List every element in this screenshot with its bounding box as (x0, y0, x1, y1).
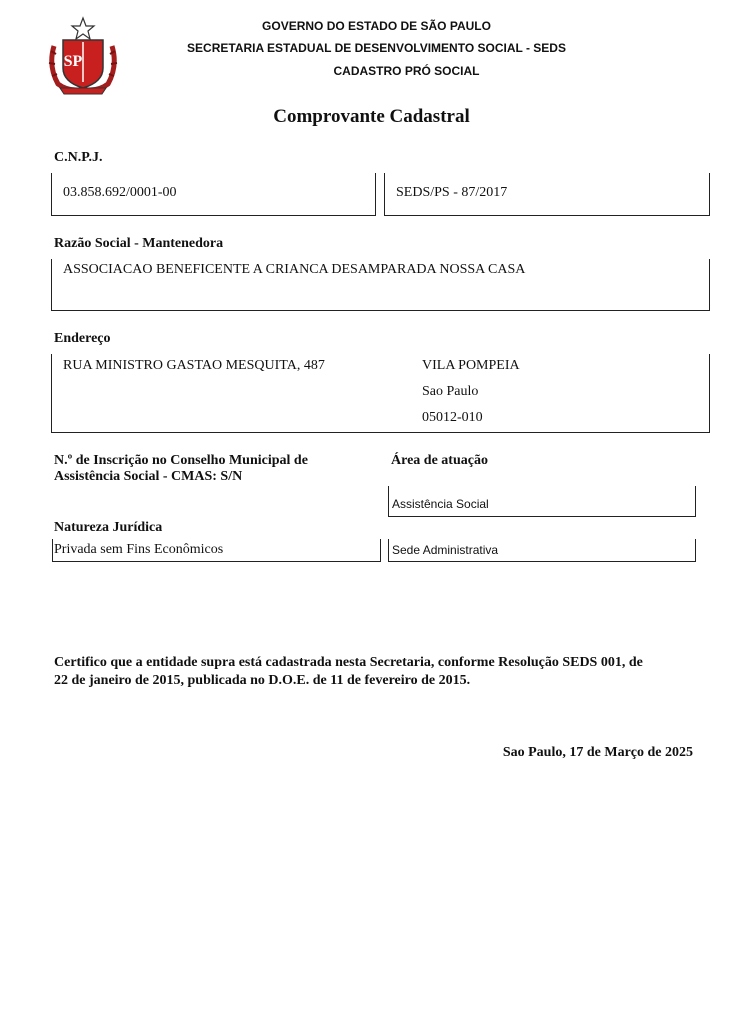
area-label: Área de atuação (391, 453, 488, 468)
area-value: Assistência Social (392, 497, 489, 511)
date-line: Sao Paulo, 17 de Março de 2025 (502, 745, 693, 760)
certification-line-1: Certifico que a entidade supra está cadastrada nesta Secretaria, conforme Resolução SEDS 001, de (54, 655, 643, 670)
natureza-label: Natureza Jurídica (54, 520, 163, 535)
razao-social-field (51, 259, 710, 311)
header-line-1: GOVERNO DO ESTADO DE SÃO PAULO (262, 19, 491, 33)
sede-field (388, 539, 696, 562)
registry-field (384, 173, 710, 216)
endereco-label: Endereço (54, 331, 111, 346)
cnpj-label: C.N.P.J. (54, 150, 103, 165)
cnpj-value: 03.858.692/0001-00 (63, 185, 177, 200)
city-value: Sao Paulo (422, 384, 479, 399)
header-line-3: CADASTRO PRÓ SOCIAL (333, 64, 480, 78)
crest-letter-s: SP (63, 53, 83, 70)
cep-value: 05012-010 (422, 410, 483, 425)
natureza-value: Privada sem Fins Econômicos (54, 542, 224, 557)
natureza-field (52, 539, 381, 562)
header-line-2: SECRETARIA ESTADUAL DE DESENVOLVIMENTO SOCIAL - SEDS (187, 41, 566, 55)
street-value: RUA MINISTRO GASTAO MESQUITA, 487 (63, 358, 325, 373)
document-title: Comprovante Cadastral (273, 106, 470, 127)
area-field (388, 486, 696, 517)
certification-line-2: 22 de janeiro de 2015, publicada no D.O.E. de 11 de fevereiro de 2015. (54, 673, 471, 688)
cmas-label-line-1: N.º de Inscrição no Conselho Municipal de (54, 453, 308, 468)
cmas-label-line-2: Assistência Social - CMAS: S/N (54, 469, 243, 484)
sede-value: Sede Administrativa (392, 543, 499, 557)
cnpj-field (51, 173, 376, 216)
district-value: VILA POMPEIA (422, 358, 520, 373)
endereco-field (51, 354, 710, 433)
razao-social-label: Razão Social - Mantenedora (54, 236, 224, 251)
registry-value: SEDS/PS - 87/2017 (396, 185, 508, 200)
razao-social-value: ASSOCIACAO BENEFICENTE A CRIANCA DESAMPARADA NOSSA CASA (63, 262, 526, 277)
